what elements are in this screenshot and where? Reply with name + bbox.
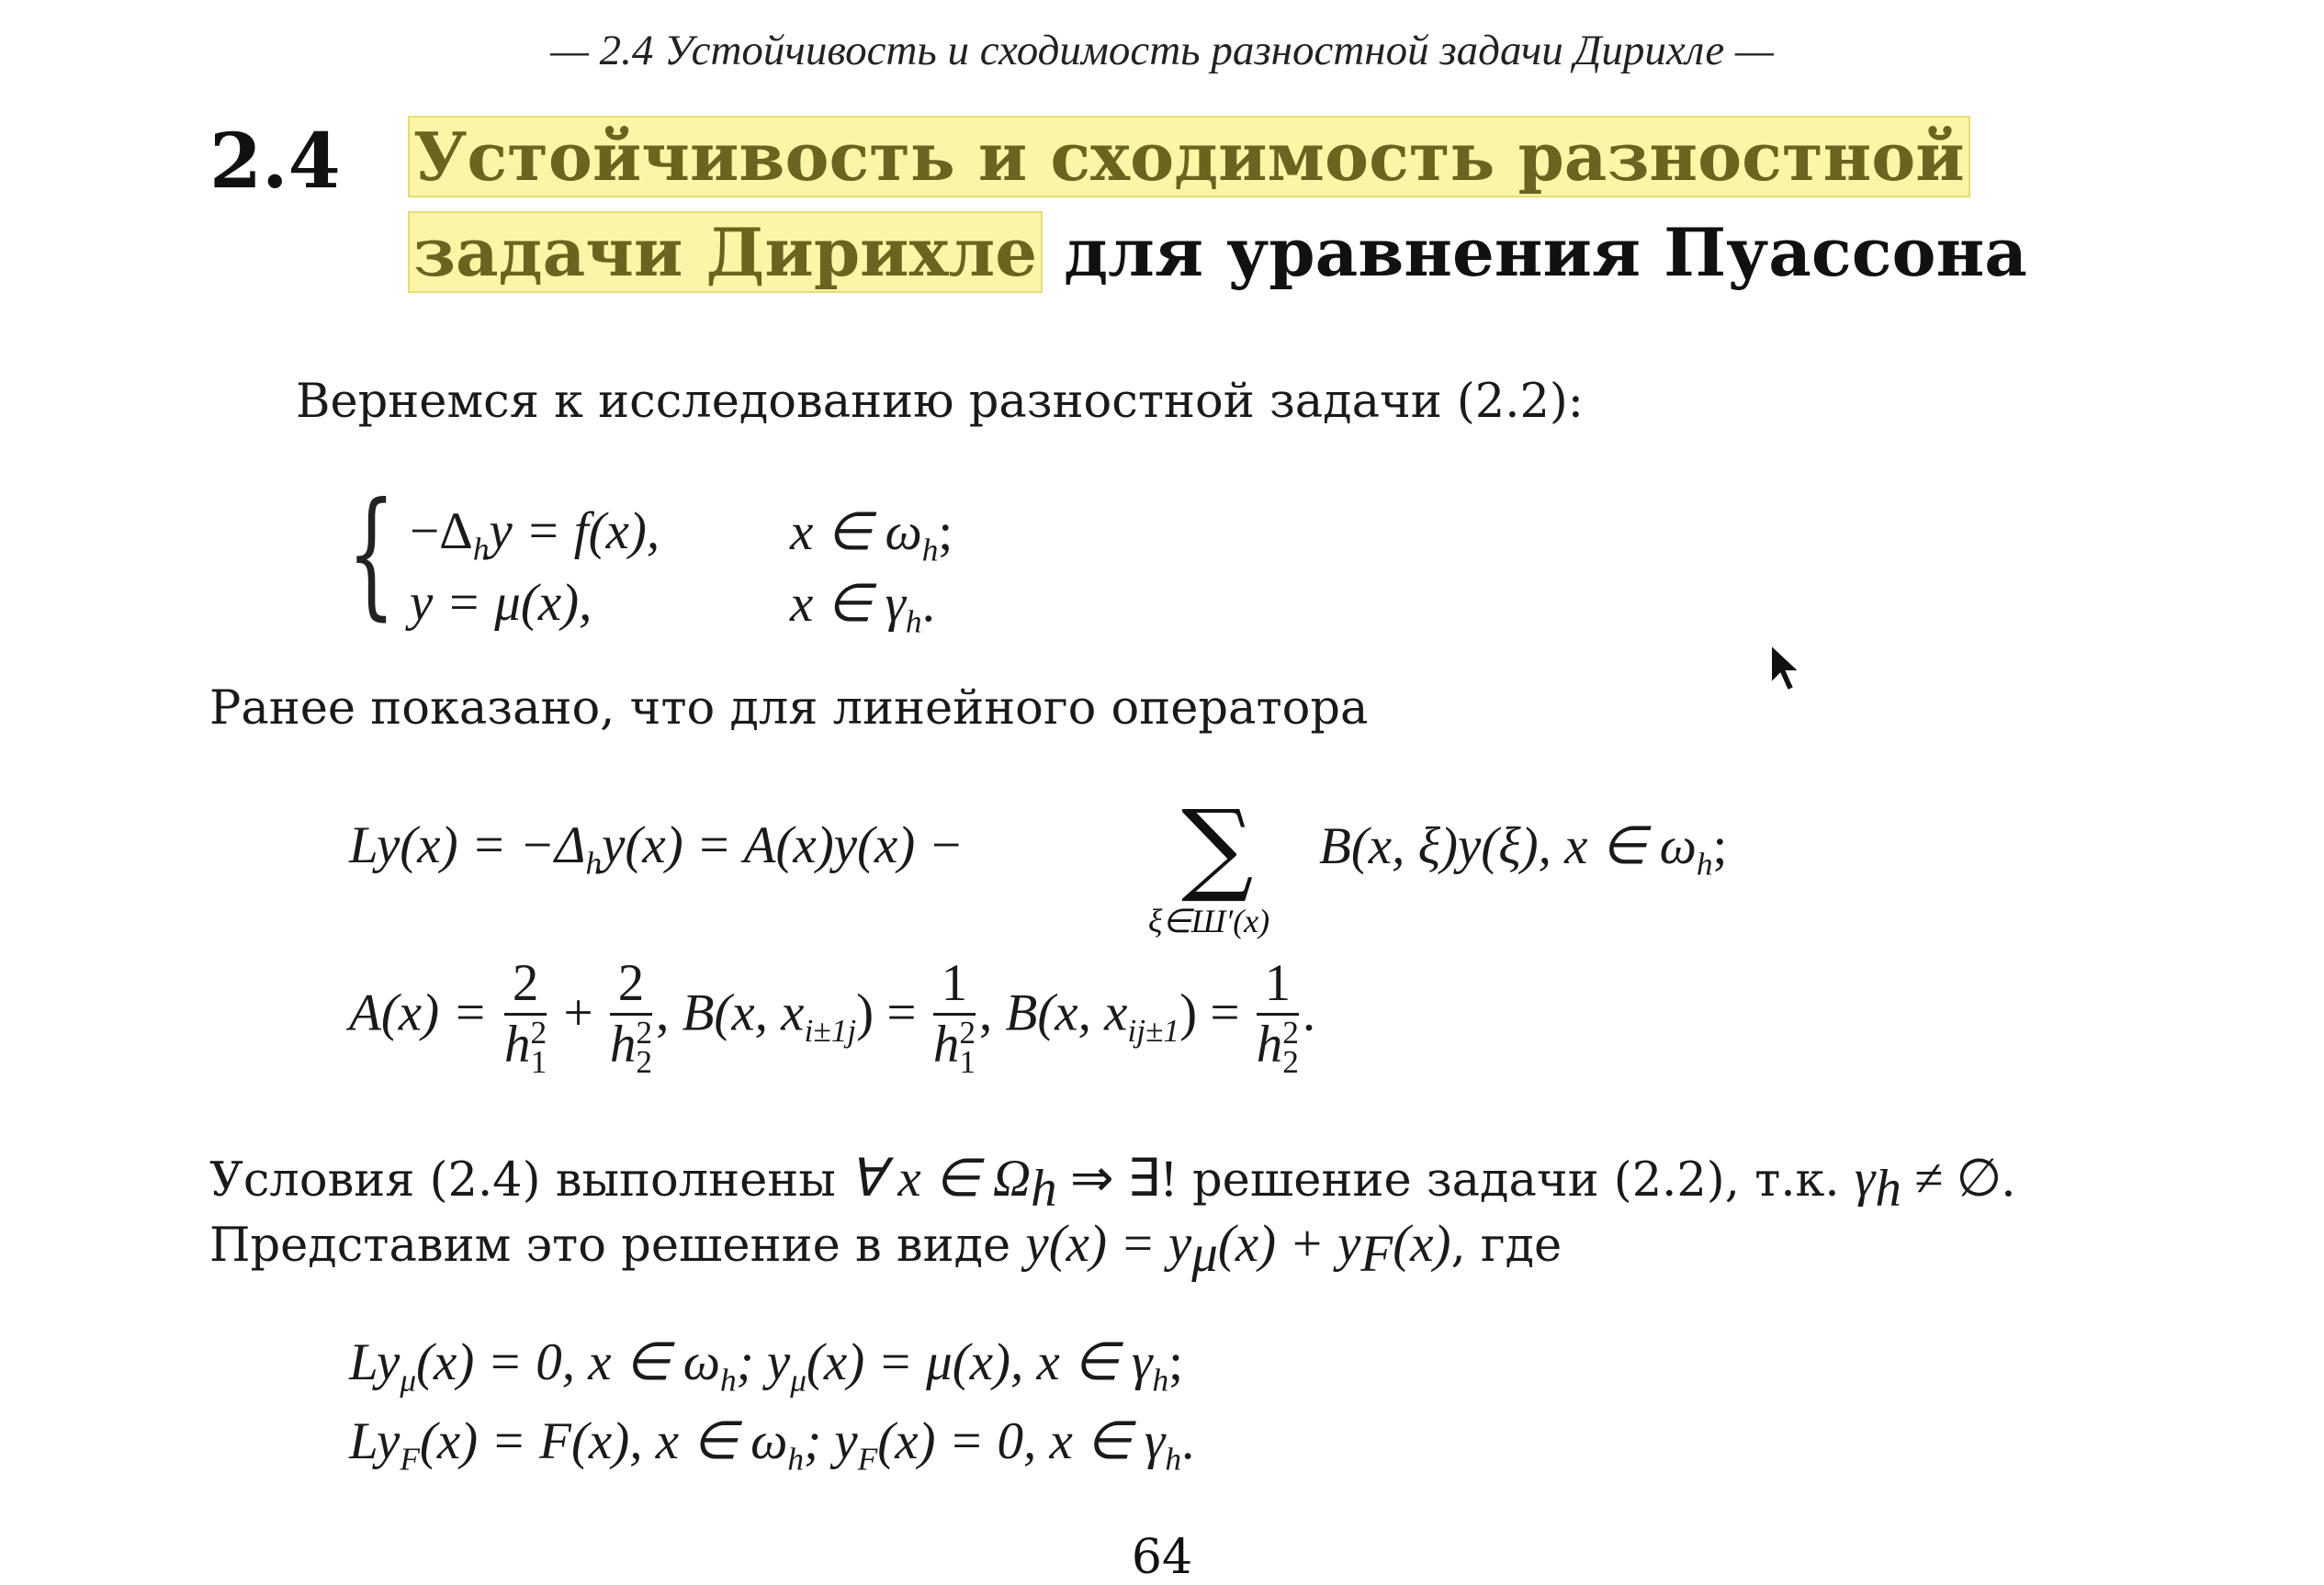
fraction-2-over-h2sq: $\frac{2}{h^2_2}$ [609,954,653,1081]
fraction-1-over-h1sq: $\frac{1}{h^2_1}$ [932,954,976,1081]
operator-equation-left: $Ly(x) = -\Delta_hy(x) = A(x)y(x)$ − [349,816,964,882]
sum-subscript: ξ∈Ш′(x) [1148,903,1270,939]
section-number: 2.4 [209,118,341,206]
section-title-line-2 [410,213,2027,291]
system-row1-left: $-\Delta_hy = f(x)$, [410,502,660,568]
sum-symbol: ∑ [1181,788,1254,905]
section-title-line-1 [410,118,1969,196]
equation-y-mu: $Ly_\mu(x) = 0$, x ∈ $\omega_h$; $y_\mu(x) = \mu(x)$, x ∈ $\gamma_h$; [349,1333,1183,1399]
operator-equation-right: B(x, ξ)y(ξ), x ∈ $\omega_h$; [1319,817,1728,882]
fraction-2-over-h1sq: $\frac{2}{h^2_1}$ [504,954,547,1081]
coefficients-equation: A(x) = $\frac{2}{h^2_1}$ + $\frac{2}{h^2_2}$ , B(x, $x_{i\pm 1j}$) = $\frac{1}{h^2_1}$ , B(x, $x_{ij\pm 1}$) = $\frac{1}{h^2_2}$ . [349,954,1316,1081]
highlighted-title-text-1[interactable]: Устойчивость и сходимость разностной [410,118,1969,196]
running-head: — 2.4 Устойчивость и сходимость разностной задачи Дирихле — [550,27,1774,74]
system-row2-left: y = μ(x), [410,574,592,632]
title-rest: для уравнения Пуассона [1041,213,2027,291]
fraction-1-over-h2sq: $\frac{1}{h^2_2}$ [1256,954,1299,1081]
highlighted-title-text-2[interactable]: задачи Дирихле [410,213,1041,291]
system-row2-right: x ∈ $\gamma_h$. [790,575,935,640]
paragraph-decomposition: Представим это решение в виде $y(x) = y_\mu(x) + y_F(x)$, где [209,1215,1562,1284]
system-row1-right: x ∈ $\omega_h$; [790,503,953,568]
system-brace: { [347,474,396,634]
paragraph-operator: Ранее показано, что для линейного оператора [209,681,1369,736]
paragraph-conditions: Условия (2.4) выполнены ∀ x ∈ $\Omega_h$ ⇒ ∃! решение задачи (2.2), т.к. $\gamma_h$ ≠ ∅. [209,1150,2015,1219]
paragraph-intro: Вернемся к исследованию разностной задачи (2.2): [296,375,1584,429]
page-number: 64 [1131,1530,1193,1585]
mouse-cursor-icon [1769,643,1802,698]
equation-y-f: $Ly_F(x) = F(x)$, x ∈ $\omega_h$; $y_F(x) = 0$, x ∈ $\gamma_h$. [349,1412,1195,1478]
